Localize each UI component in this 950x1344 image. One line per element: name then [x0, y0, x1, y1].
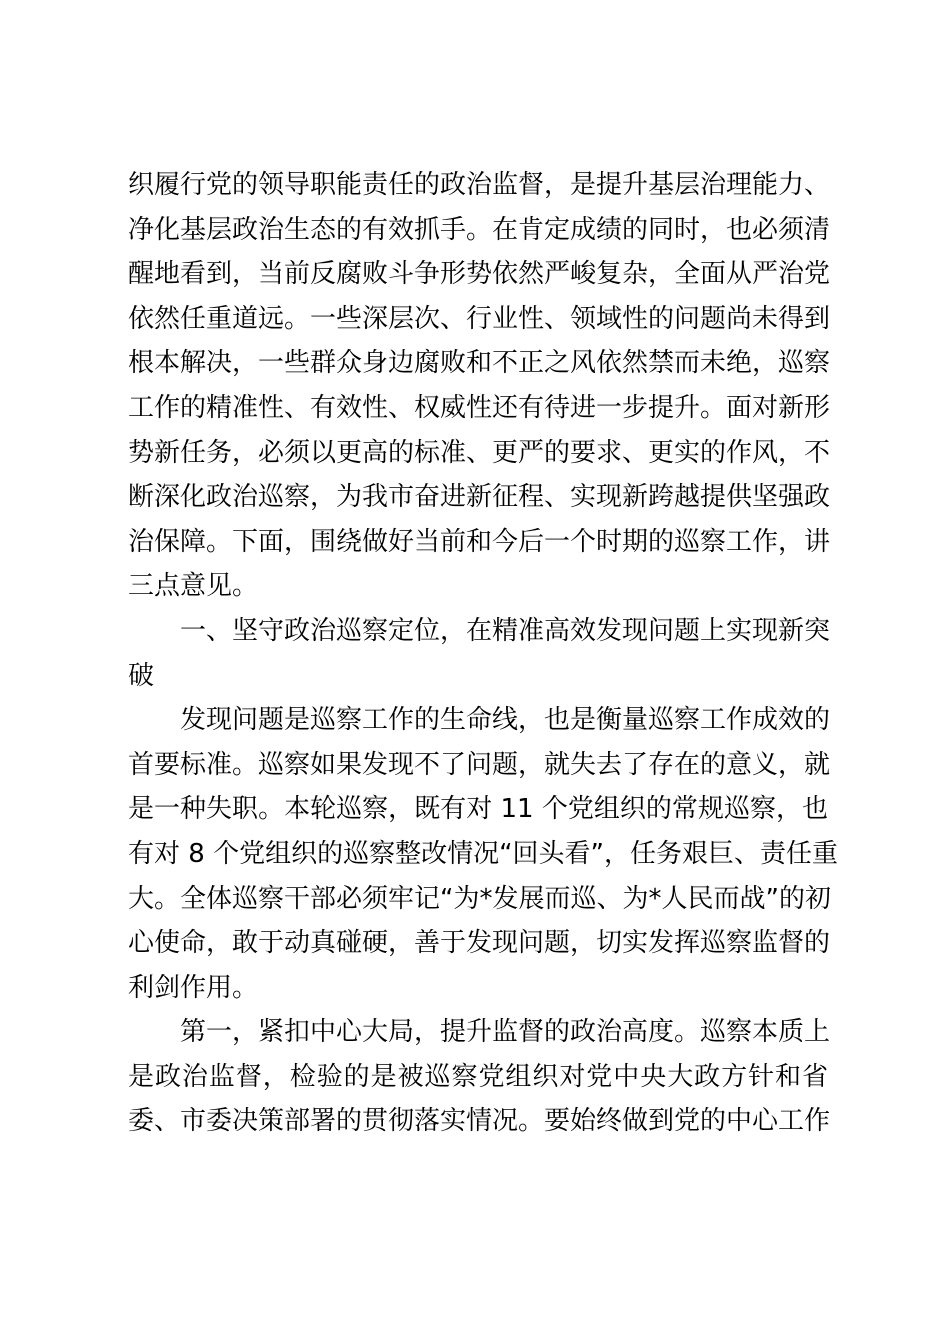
- body-paragraph: [128, 698, 839, 1010]
- document-body: [128, 163, 839, 1144]
- paragraph-line: 心使命，敢于动真碰硬，善于发现问题，切实发挥巡察监督的: [128, 928, 831, 959]
- paragraph-line: 净化基层政治生态的有效抓手。在肯定成绩的同时，也必须清: [128, 214, 831, 245]
- paragraph-line: 治保障。下面，围绕做好当前和今后一个时期的巡察工作，讲: [128, 526, 831, 557]
- paragraph-line: 大。全体巡察干部必须牢记“为*发展而巡、为*人民而战”的初: [128, 883, 831, 914]
- paragraph-line: 首要标准。巡察如果发现不了问题，就失去了存在的意义，就: [128, 749, 831, 780]
- paragraph-line: 断深化政治巡察，为我市奋进新征程、实现新跨越提供坚强政: [128, 482, 831, 513]
- heading-line: 一、坚守政治巡察定位，在精准高效发现问题上实现新突: [180, 615, 831, 646]
- paragraph-line: 醒地看到，当前反腐败斗争形势依然严峻复杂，全面从严治党: [128, 259, 831, 290]
- intro-paragraph: [128, 163, 831, 609]
- paragraph-line: 依然任重道远。一些深层次、行业性、领域性的问题尚未得到: [128, 303, 831, 334]
- paragraph-line: 是政治监督，检验的是被巡察党组织对党中央大政方针和省: [128, 1061, 828, 1092]
- paragraph-line: 发现问题是巡察工作的生命线，也是衡量巡察工作成效的: [180, 705, 831, 736]
- paragraph-line: 根本解决，一些群众身边腐败和不正之风依然禁而未绝，巡察: [128, 348, 831, 379]
- body-paragraph: [128, 1010, 831, 1144]
- paragraph-line: 是一种失职。本轮巡察，既有对 11 个党组织的常规巡察，也: [128, 794, 828, 825]
- paragraph-line: 三点意见。: [128, 571, 259, 602]
- paragraph-line: 势新任务，必须以更高的标准、更严的要求、更实的作风，不: [128, 437, 831, 468]
- paragraph-line: 利剑作用。: [128, 972, 259, 1003]
- paragraph-line: 工作的精准性、有效性、权威性还有待进一步提升。面对新形: [128, 392, 831, 423]
- paragraph-line: 有对 8 个党组织的巡察整改情况“回头看”，任务艰巨、责任重: [128, 838, 839, 869]
- paragraph-line: 织履行党的领导职能责任的政治监督，是提升基层治理能力、: [128, 170, 831, 200]
- paragraph-line: 第一，紧扣中心大局，提升监督的政治高度。巡察本质上: [180, 1017, 831, 1048]
- paragraph-line: 委、市委决策部署的贯彻落实情况。要始终做到党的中心工作: [128, 1106, 831, 1137]
- heading-line: 破: [128, 660, 155, 691]
- section-heading: [128, 609, 831, 698]
